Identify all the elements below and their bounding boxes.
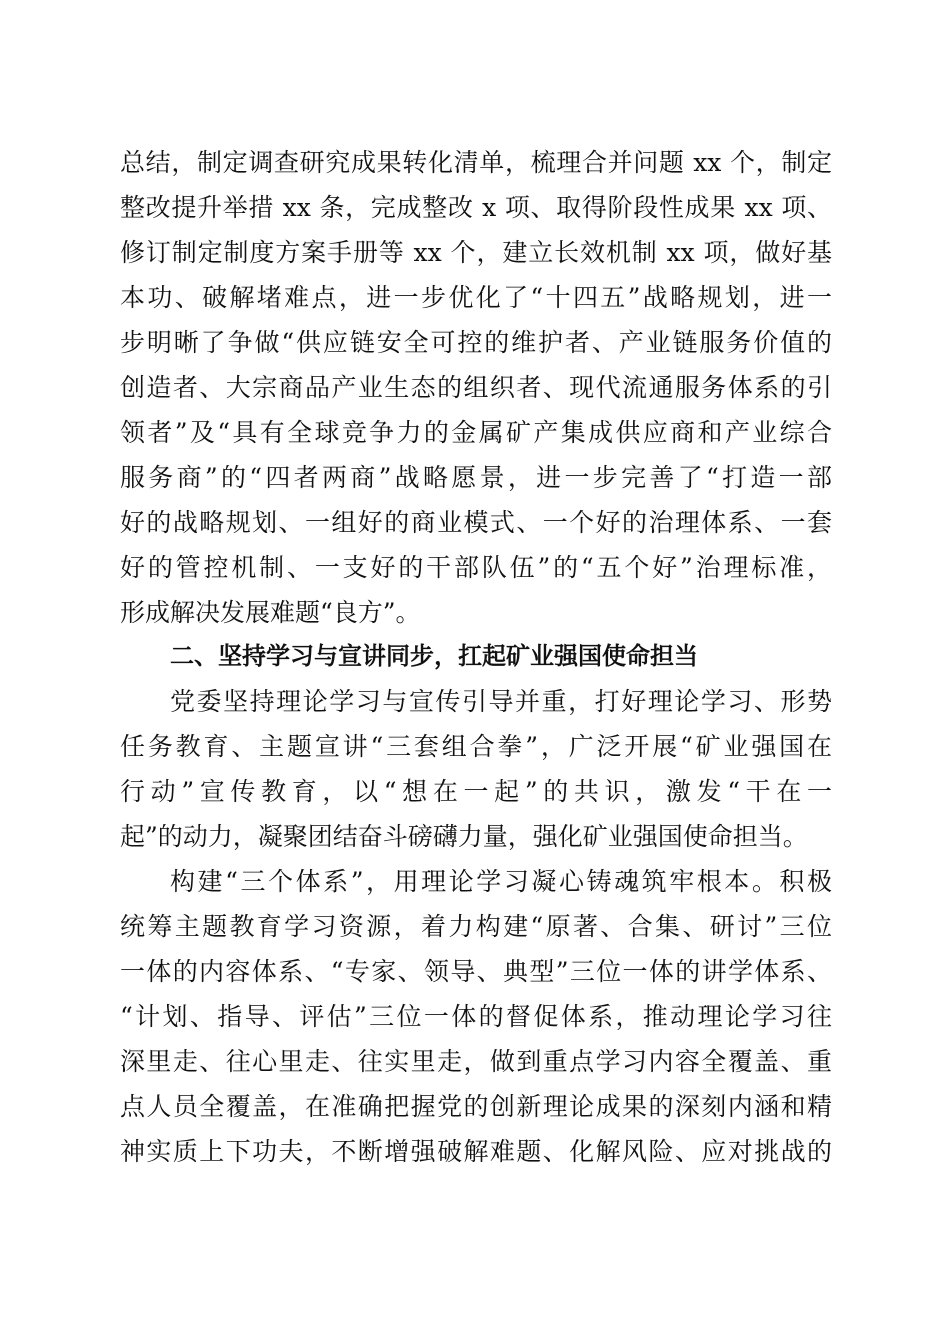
paragraph-line: 行动”宣传教育，以“想在一起”的共识，激发“干在一 <box>120 777 832 806</box>
paragraph-line: 修订制定制度方案手册等 xx 个，建立长效机制 xx 项，做好基 <box>120 238 832 267</box>
paragraph-line: 总结，制定调查研究成果转化清单，梳理合并问题 xx 个，制定 <box>120 148 832 177</box>
paragraph-line: “计划、指导、评估”三位一体的督促体系，推动理论学习往 <box>120 1002 832 1031</box>
paragraph-line: 整改提升举措 xx 条，完成整改 x 项、取得阶段性成果 xx 项、 <box>120 193 832 222</box>
paragraph-line: 统筹主题教育学习资源，着力构建“原著、合集、研讨”三位 <box>120 912 832 941</box>
paragraph-line: 构建“三个体系”，用理论学习凝心铸魂筑牢根本。积极 <box>170 867 832 896</box>
paragraph-line: 一体的内容体系、“专家、领导、典型”三位一体的讲学体系、 <box>120 957 832 986</box>
paragraph-line: 神实质上下功夫，不断增强破解难题、化解风险、应对挑战的 <box>120 1137 832 1166</box>
paragraph-line: 服务商”的“四者两商”战略愿景，进一步完善了“打造一部 <box>120 463 832 492</box>
paragraph-summary <box>120 140 832 635</box>
paragraph-line: 步明晰了争做“供应链安全可控的维护者、产业链服务价值的 <box>120 328 832 357</box>
paragraph-three-systems <box>120 859 832 1174</box>
paragraph-line: 领者”及“具有全球竞争力的金属矿产集成供应商和产业综合 <box>120 418 832 447</box>
paragraph-line: 任务教育、主题宣讲“三套组合拳”，广泛开展“矿业强国在 <box>120 732 832 761</box>
paragraph-line: 形成解决发展难题“良方”。 <box>120 598 421 627</box>
paragraph-line: 创造者、大宗商品产业生态的组织者、现代流通服务体系的引 <box>120 373 832 402</box>
section-heading <box>120 634 832 679</box>
paragraph-line: 好的战略规划、一组好的商业模式、一个好的治理体系、一套 <box>120 508 832 537</box>
paragraph-study-promotion <box>120 679 832 859</box>
paragraph-line: 本功、破解堵难点，进一步优化了“十四五”战略规划，进一 <box>120 283 832 312</box>
paragraph-line: 好的管控机制、一支好的干部队伍”的“五个好”治理标准， <box>120 553 832 582</box>
paragraph-line: 起”的动力，凝聚团结奋斗磅礴力量，强化矿业强国使命担当。 <box>120 822 808 851</box>
paragraph-line: 点人员全覆盖，在准确把握党的创新理论成果的深刻内涵和精 <box>120 1092 832 1121</box>
section-heading-text: 二、坚持学习与宣讲同步，扛起矿业强国使命担当 <box>170 642 698 670</box>
paragraph-line: 深里走、往心里走、往实里走，做到重点学习内容全覆盖、重 <box>120 1047 832 1076</box>
paragraph-line: 党委坚持理论学习与宣传引导并重，打好理论学习、形势 <box>170 687 832 716</box>
